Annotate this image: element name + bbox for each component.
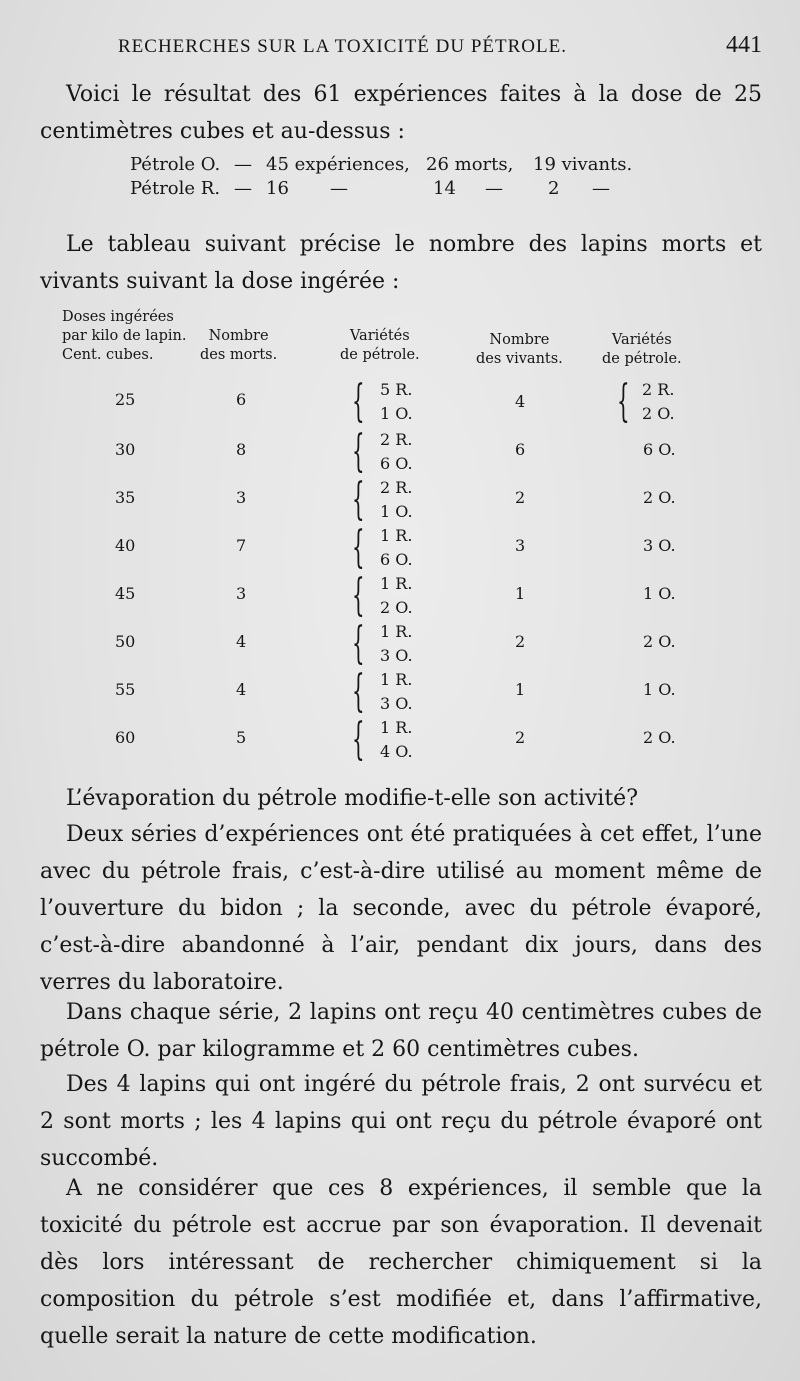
table-row <box>0 716 800 764</box>
header-vivants <box>476 331 563 369</box>
table-row <box>0 524 800 572</box>
paragraph-results: Des 4 lapins qui ont ingéré du pétrole frais, 2 ont survécu et 2 sont morts ; les 4 lapins qui ont reçu du pétrole évaporé ont succombé. <box>40 1072 762 1171</box>
summary-vivants: 2 <box>548 178 560 199</box>
summary-row-r <box>130 177 690 201</box>
table-intro-paragraph: Le tableau suivant précise le nombre des lapins morts et vivants suivant la dose ingérée : <box>40 232 762 294</box>
cell-dose: 55 <box>115 680 136 699</box>
header-doses-line1: Doses ingérées <box>62 309 174 325</box>
summary-ditto: — <box>592 178 610 199</box>
cell-morts: 3 <box>236 488 247 507</box>
brace: { <box>352 474 365 525</box>
cell-variete: 1 O. <box>380 502 413 521</box>
brace: { <box>352 376 365 427</box>
summary-row-o <box>130 153 690 177</box>
cell-dose: 30 <box>115 440 136 459</box>
table-row <box>0 620 800 668</box>
summary-vivants: 19 vivants. <box>533 154 633 175</box>
header-morts <box>200 327 277 365</box>
cell-morts: 6 <box>236 390 247 409</box>
cell-variete: 2 R. <box>642 380 675 399</box>
cell-variete: 2 O. <box>643 488 676 507</box>
header-vivants-line2: des vivants. <box>476 351 563 367</box>
cell-variete: 6 O. <box>380 550 413 569</box>
paragraph-conclusion: A ne considérer que ces 8 expériences, il semble que la toxicité du pétrole est accrue par son évaporation. Il devenait dès lors intéressant de rechercher chimiquement si la composition du pétrole s’est modifiée et, dans l’affirmative, quelle serait la nature de cette modification. <box>40 1176 762 1349</box>
page-number: 441 <box>726 32 762 58</box>
cell-vivants: 2 <box>515 728 526 747</box>
summary-block <box>130 153 690 201</box>
header-varietes-vivants <box>602 331 682 369</box>
cell-dose: 25 <box>115 390 136 409</box>
brace: { <box>617 376 630 427</box>
cell-variete: 5 R. <box>380 380 413 399</box>
cell-variete: 2 R. <box>380 478 413 497</box>
summary-ditto: — <box>330 178 348 199</box>
summary-dash: — <box>234 178 252 199</box>
header-varietes-line2: de pétrole. <box>602 351 682 367</box>
header-varietes-morts <box>340 327 420 365</box>
cell-variete: 3 O. <box>380 646 413 665</box>
cell-morts: 8 <box>236 440 247 459</box>
summary-morts: 26 morts, <box>426 154 514 175</box>
cell-vivants: 2 <box>515 632 526 651</box>
summary-morts: 14 <box>433 178 456 199</box>
cell-variete: 3 O. <box>380 694 413 713</box>
cell-variete: 1 R. <box>380 718 413 737</box>
cell-variete: 2 O. <box>643 728 676 747</box>
brace: { <box>352 618 365 669</box>
cell-variete: 2 O. <box>380 598 413 617</box>
cell-dose: 60 <box>115 728 136 747</box>
cell-variete: 2 R. <box>380 430 413 449</box>
header-varietes-line1: Variétés <box>611 332 672 348</box>
cell-morts: 4 <box>236 680 247 699</box>
cell-variete: 4 O. <box>380 742 413 761</box>
brace: { <box>352 714 365 765</box>
table-row <box>0 476 800 524</box>
brace: { <box>352 426 365 477</box>
header-morts-line1: Nombre <box>208 328 269 344</box>
summary-label: Pétrole R. <box>130 178 221 199</box>
paragraph-question: L’évaporation du pétrole modifie-t-elle son activité? <box>66 786 638 811</box>
cell-vivants: 3 <box>515 536 526 555</box>
cell-vivants: 6 <box>515 440 526 459</box>
cell-variete: 1 R. <box>380 526 413 545</box>
cell-vivants: 4 <box>515 392 526 411</box>
summary-dash: — <box>234 154 252 175</box>
cell-morts: 5 <box>236 728 247 747</box>
cell-vivants: 1 <box>515 584 526 603</box>
paragraph-dosage: Dans chaque série, 2 lapins ont reçu 40 centimètres cubes de pétrole O. par kilogramme et 2 60 centimètres cubes. <box>40 1000 762 1062</box>
header-varietes-line1: Variétés <box>349 328 410 344</box>
table-row <box>0 428 800 476</box>
cell-dose: 45 <box>115 584 136 603</box>
header-doses-line2: par kilo de lapin. <box>62 328 187 344</box>
cell-variete: 3 O. <box>643 536 676 555</box>
table-row <box>0 668 800 716</box>
summary-experiences: 45 expériences, <box>266 154 410 175</box>
cell-variete: 6 O. <box>643 440 676 459</box>
cell-variete: 1 R. <box>380 670 413 689</box>
cell-dose: 50 <box>115 632 136 651</box>
cell-morts: 3 <box>236 584 247 603</box>
paragraph-series: Deux séries d’expériences ont été pratiquées à cet effet, l’une avec du pétrole frais, c’est-à-dire utilisé au moment même de l’ouverture du bidon ; la seconde, avec du pétrole évaporé, c’est-à-dire abandonné à l’air, pendant dix jours, dans des verres du laboratoire. <box>40 822 762 995</box>
cell-variete: 2 O. <box>642 404 675 423</box>
cell-vivants: 1 <box>515 680 526 699</box>
cell-variete: 2 O. <box>643 632 676 651</box>
cell-variete: 1 R. <box>380 574 413 593</box>
cell-morts: 7 <box>236 536 247 555</box>
summary-experiences: 16 <box>266 178 289 199</box>
cell-variete: 1 R. <box>380 622 413 641</box>
running-title: RECHERCHES SUR LA TOXICITÉ DU PÉTROLE. <box>118 36 567 57</box>
cell-dose: 35 <box>115 488 136 507</box>
cell-variete: 1 O. <box>643 680 676 699</box>
cell-dose: 40 <box>115 536 136 555</box>
brace: { <box>352 570 365 621</box>
header-doses <box>62 308 187 365</box>
summary-ditto: — <box>485 178 503 199</box>
cell-variete: 1 O. <box>643 584 676 603</box>
header-morts-line2: des morts. <box>200 347 278 363</box>
summary-label: Pétrole O. <box>130 154 221 175</box>
cell-morts: 4 <box>236 632 247 651</box>
header-vivants-line1: Nombre <box>489 332 550 348</box>
header-varietes-line2: de pétrole. <box>340 347 420 363</box>
intro-paragraph: Voici le résultat des 61 expériences faites à la dose de 25 centimètres cubes et au-dessus : <box>40 82 762 144</box>
table-row <box>0 572 800 620</box>
cell-vivants: 2 <box>515 488 526 507</box>
table-row <box>0 378 800 426</box>
cell-variete: 1 O. <box>380 404 413 423</box>
cell-variete: 6 O. <box>380 454 413 473</box>
brace: { <box>352 666 365 717</box>
running-head <box>118 32 762 66</box>
header-doses-line3: Cent. cubes. <box>62 347 154 363</box>
brace: { <box>352 522 365 573</box>
